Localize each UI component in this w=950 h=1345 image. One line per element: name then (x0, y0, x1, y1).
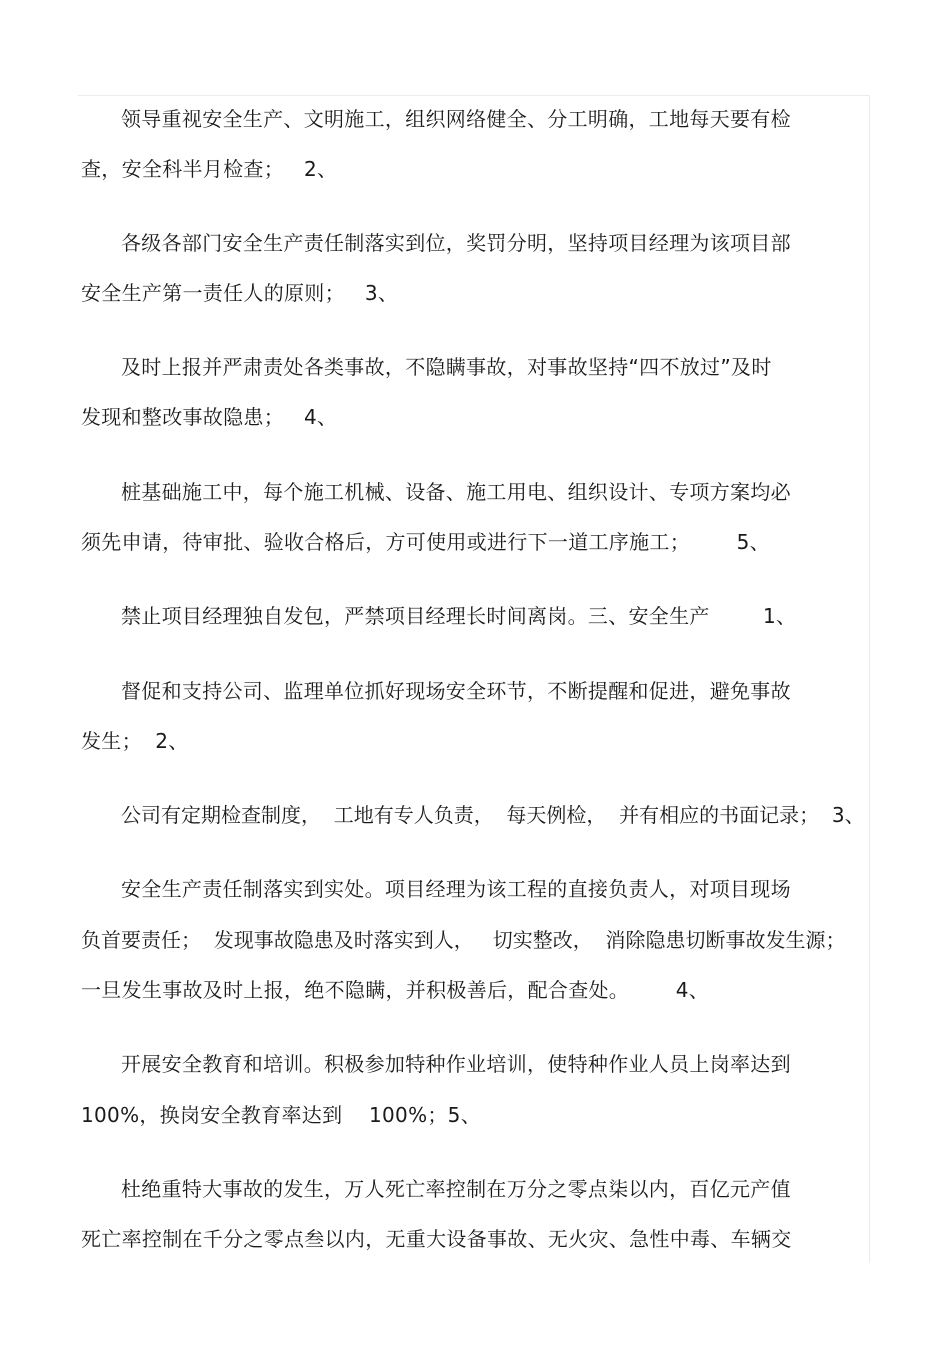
text-line: 安全生产第一责任人的原则； 3、 (81, 281, 399, 305)
text-line: 安全生产责任制落实到实处。项目经理为该工程的直接负责人，对项目现场 (121, 877, 791, 901)
text-line: 及时上报并严肃责处各类事故，不隐瞒事故，对事故坚持“四不放过”及时 (121, 355, 772, 379)
text-line: 公司有定期检查制度， 工地有专人负责， 每天例检， 并有相应的书面记录； 3、 (121, 803, 865, 827)
text-line: 负首要责任； 发现事故隐患及时落实到人， 切实整改， 消除隐患切断事故发生源； (81, 928, 846, 952)
text-line: 领导重视安全生产、文明施工，组织网络健全、分工明确，工地每天要有检 (121, 107, 791, 131)
text-line: 100%，换岗安全教育率达到 100%；5、 (81, 1103, 482, 1127)
text-line: 须先申请，待审批、验收合格后，方可使用或进行下一道工序施工； 5、 (81, 530, 770, 554)
text-line: 桩基础施工中，每个施工机械、设备、施工用电、组织设计、专项方案均必 (121, 480, 791, 504)
text-line: 发生； 2、 (81, 729, 189, 753)
text-line: 发现和整改事故隐患； 4、 (81, 405, 338, 429)
text-line: 死亡率控制在千分之零点叁以内，无重大设备事故、无火灾、急性中毒、车辆交 (81, 1227, 792, 1251)
text-line: 各级各部门安全生产责任制落实到位，奖罚分明，坚持项目经理为该项目部 (121, 231, 791, 255)
text-line: 杜绝重特大事故的发生，万人死亡率控制在万分之零点柒以内，百亿元产值 (121, 1177, 791, 1201)
text-line: 查，安全科半月检查； 2、 (81, 157, 338, 181)
text-line: 禁止项目经理独自发包，严禁项目经理长时间离岗。三、安全生产 1、 (121, 604, 797, 628)
text-line: 开展安全教育和培训。积极参加特种作业培训，使特种作业人员上岗率达到 (121, 1052, 791, 1076)
text-line: 督促和支持公司、监理单位抓好现场安全环节，不断提醒和促进，避免事故 (121, 679, 791, 703)
text-line: 一旦发生事故及时上报，绝不隐瞒，并积极善后，配合查处。 4、 (81, 978, 710, 1002)
